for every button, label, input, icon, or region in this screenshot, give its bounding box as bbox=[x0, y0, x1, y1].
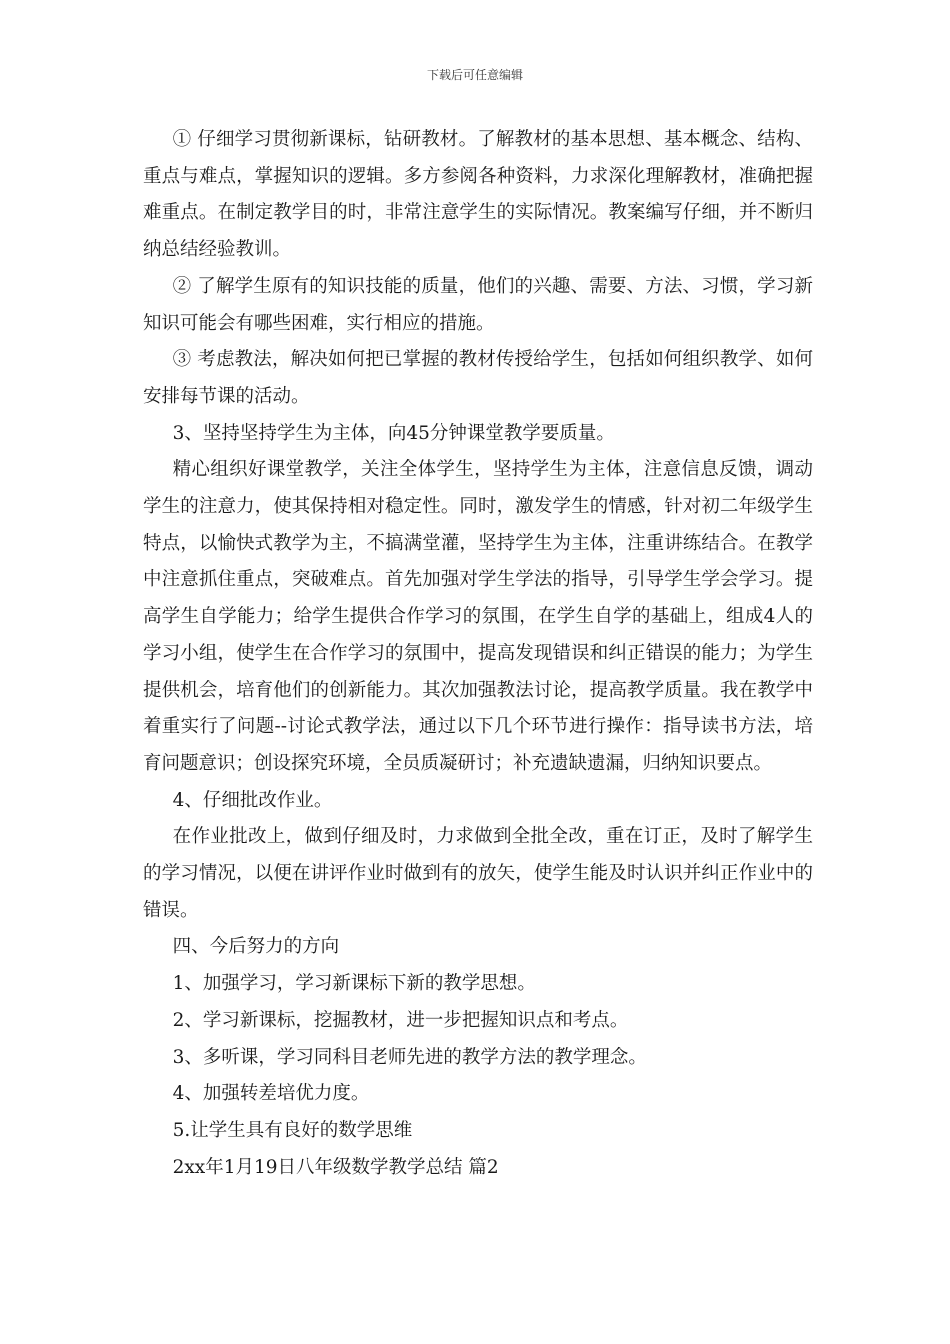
paragraph: 3、坚持坚持学生为主体，向45分钟课堂教学要质量。 bbox=[172, 422, 615, 444]
paragraph: 精心组织好课堂教学，关注全体学生，坚持学生为主体，注意信息反馈，调动学生的注意力，使其保持相对稳定性。同时，激发学生的情感，针对初二年级学生特点，以愉快式教学为主，不搞满堂灌，坚持学生为主体，注重讲练结合。在教学中注意抓住重点，突破难点。首先加强对学生学法的指导，引导学生学会学习。提高学生自学能力；给学生提供合作学习的氛围，在学生自学的基础上，组成4人的学习小组，使学生在合作学习的氛围中，提高发现错误和纠正错误的能力；为学生提供机会，培育他们的创新能力。其次加强教法讨论，提高教学质量。我在教学中着重实行了问题--讨论式教学法，通过以下几个环节进行操作：指导读书方法，培育问题意识；创设探究环境，全员质凝研讨；补充遗缺遗漏，归纳知识要点。 bbox=[143, 459, 813, 774]
next-section-title: 2xx年1月19日八年级数学教学总结 篇2 bbox=[172, 1156, 499, 1178]
section-heading: 四、今后努力的方向 bbox=[172, 936, 340, 958]
page-header: 下载后可任意编辑 bbox=[426, 68, 523, 82]
list-item: 4、加强转差培优力度。 bbox=[172, 1083, 370, 1105]
paragraph: 4、仔细批改作业。 bbox=[172, 789, 333, 811]
paragraph: ① 仔细学习贯彻新课标，钻研教材。了解教材的基本思想、基本概念、结构、重点与难点，掌握知识的逻辑。多方参阅各种资料，力求深化理解教材，准确把握难重点。在制定教学目的时，非常注意学生的实际情况。教案编写仔细，并不断归纳总结经验教训。 bbox=[143, 129, 813, 261]
paragraph: ② 了解学生原有的知识技能的质量，他们的兴趣、需要、方法、习惯，学习新知识可能会有哪些困难，实行相应的措施。 bbox=[143, 275, 813, 334]
paragraph: 在作业批改上，做到仔细及时，力求做到全批全改，重在订正，及时了解学生的学习情况，以便在讲评作业时做到有的放矢，使学生能及时认识并纠正作业中的错误。 bbox=[143, 826, 813, 921]
list-item: 5.让学生具有良好的数学思维 bbox=[172, 1119, 413, 1141]
paragraph: ③ 考虑教法，解决如何把已掌握的教材传授给学生，包括如何组织教学、如何安排每节课的活动。 bbox=[143, 349, 813, 407]
document-body bbox=[143, 122, 813, 1186]
list-item: 2、学习新课标，挖掘教材，进一步把握知识点和考点。 bbox=[172, 1009, 629, 1031]
list-item: 3、多听课，学习同科目老师先进的教学方法的教学理念。 bbox=[172, 1046, 647, 1068]
list-item: 1、加强学习，学习新课标下新的教学思想。 bbox=[172, 973, 536, 995]
